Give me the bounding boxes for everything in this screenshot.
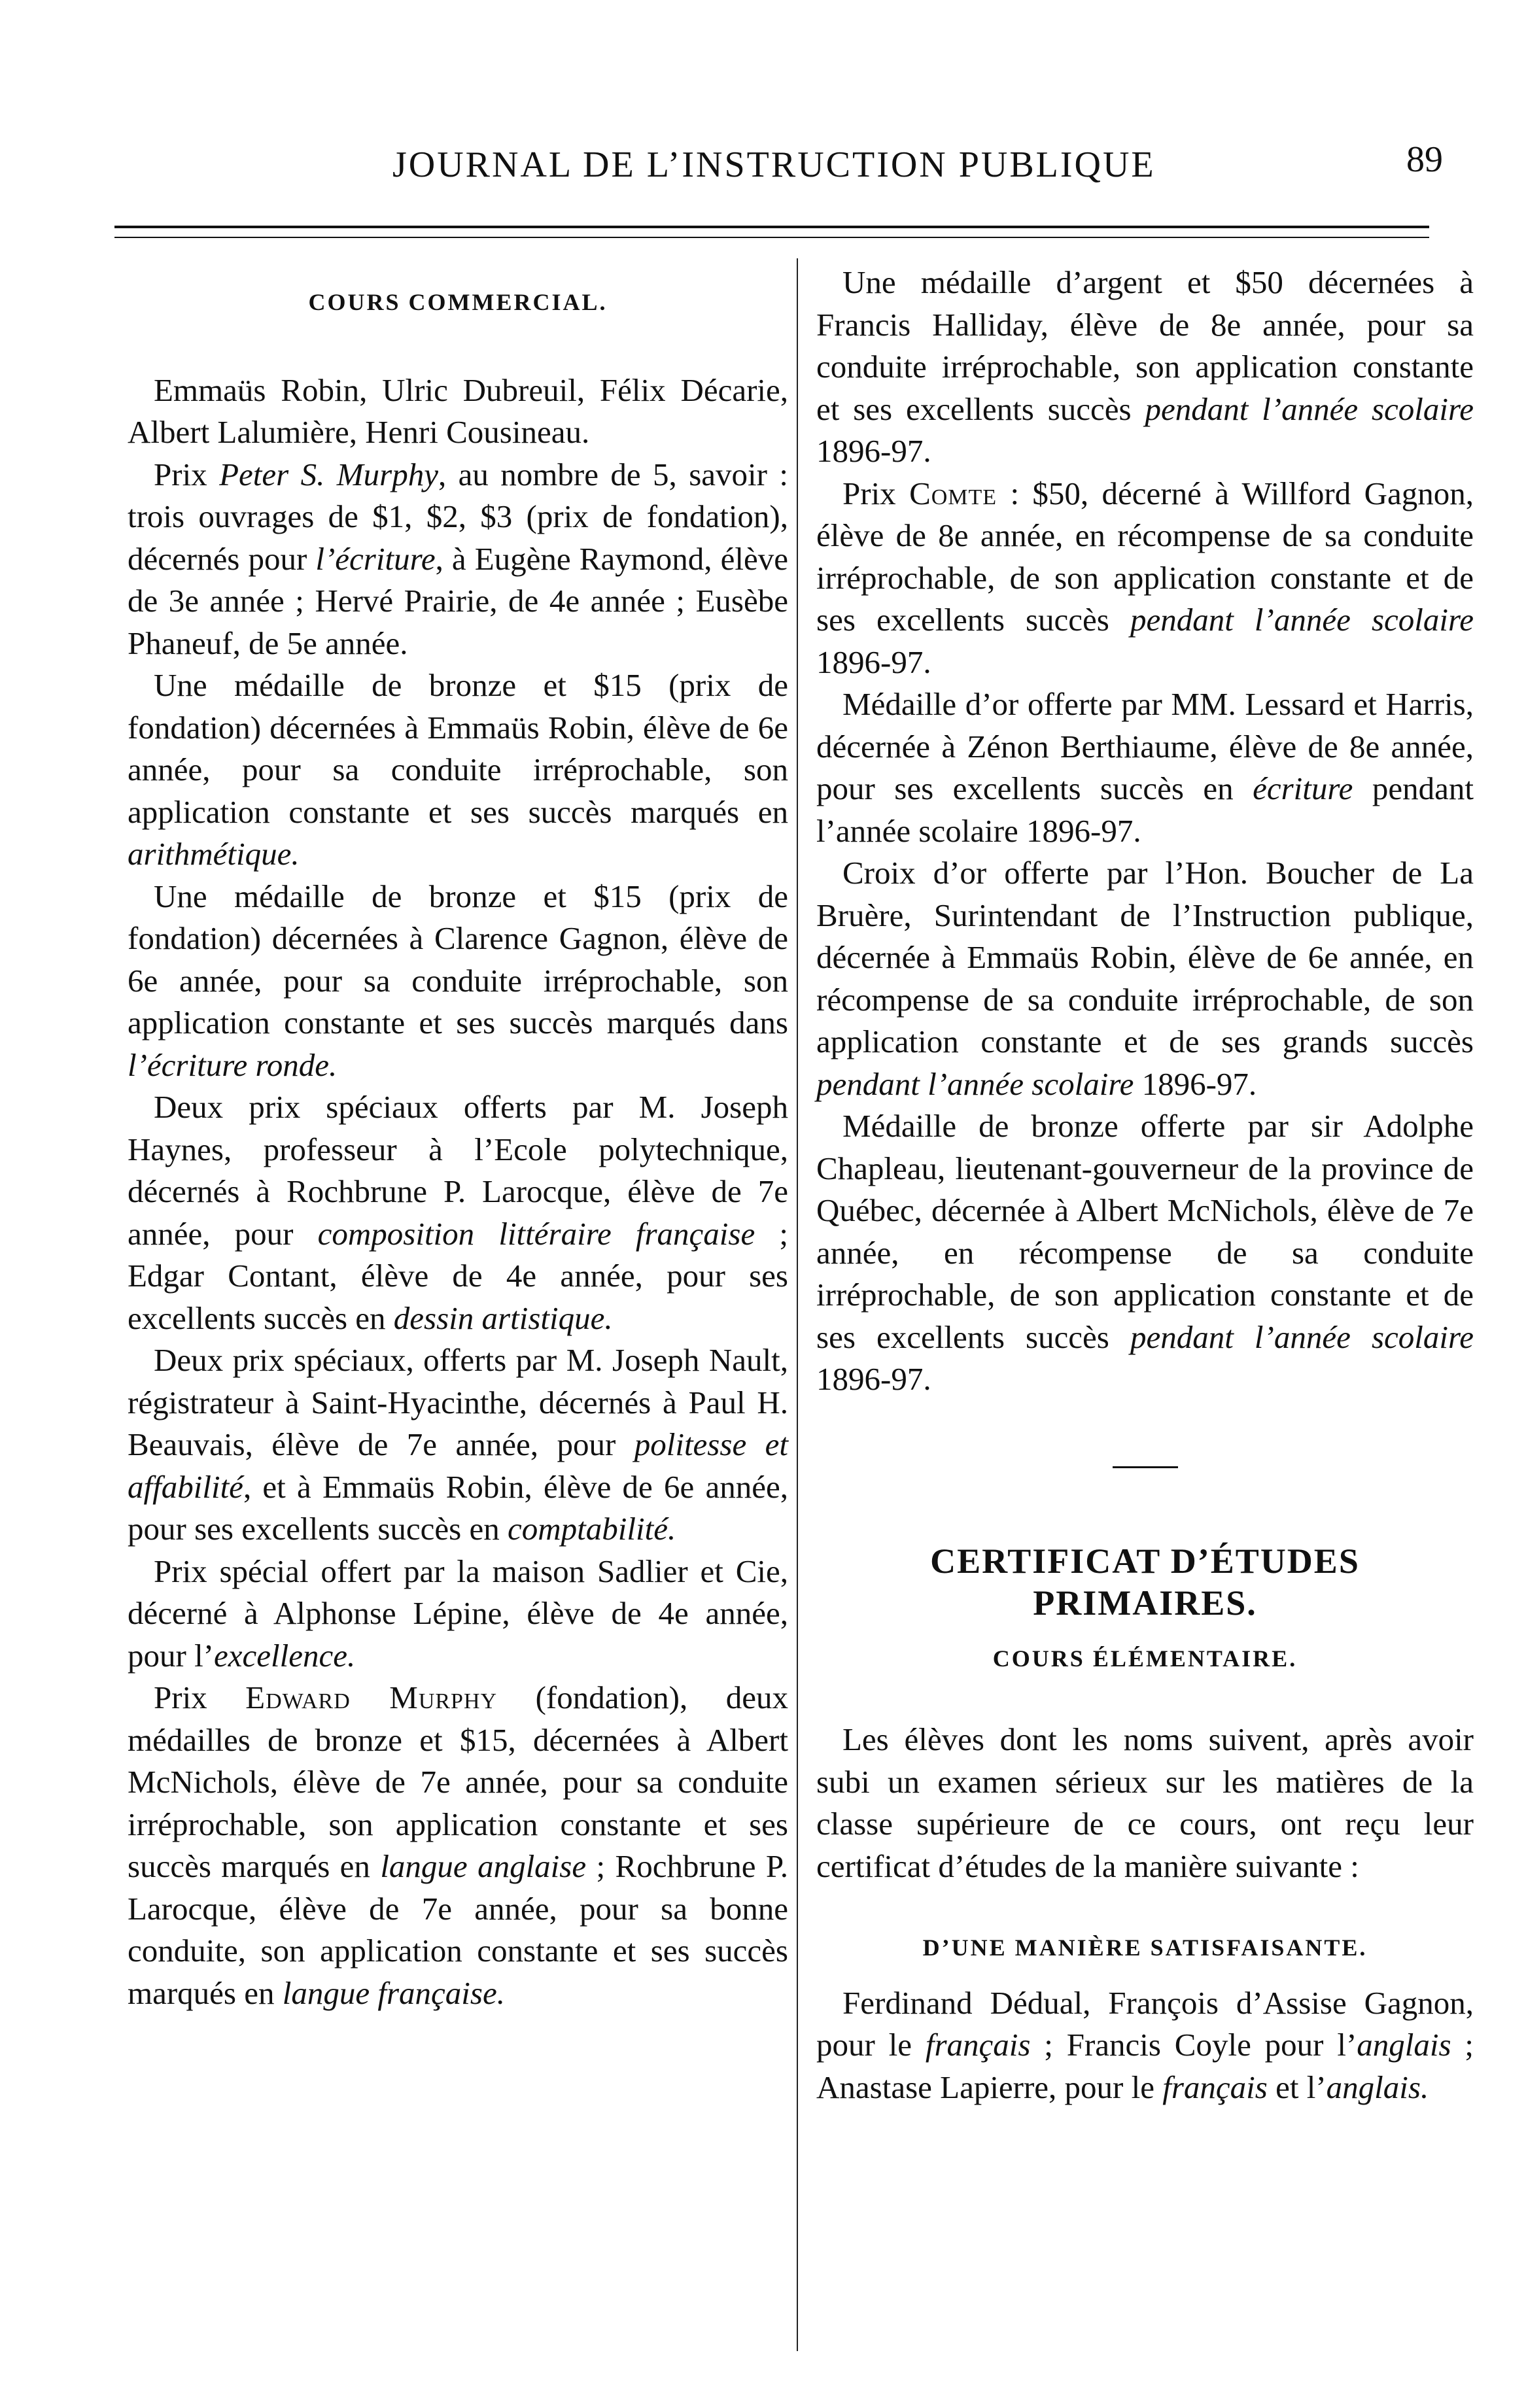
section-title-certificat: CERTIFICAT D’ÉTUDES PRIMAIRES. (930, 1541, 1360, 1623)
right-column (816, 262, 1474, 2108)
page-number: 89 (1406, 139, 1443, 180)
header-rule-thick (114, 226, 1429, 228)
section-heading-cours-commercial: COURS COMMERCIAL. (308, 289, 608, 315)
paragraph: Prix Edward Murphy (fondation), deux médailles de bronze et $15, décernées à Albert McNichols, élève de 7e année, pour sa conduite irréprochable, son application constante et ses succès marqués en langue anglaise ; Rochbrune P. Larocque, élève de 7e année, pour sa bonne conduite, son application constante et ses succès marqués en langue française. (128, 1679, 788, 2011)
paragraph: Ferdinand Dédual, François d’Assise Gagnon, pour le français ; Francis Coyle pour l’anglais ; Anastase Lapierre, pour le français et l’anglais. (816, 1984, 1474, 2105)
paragraph: Prix Peter S. Murphy, au nombre de 5, savoir : trois ouvrages de $1, $2, $3 (prix de fondation), décernés pour l’écriture, à Eugène Raymond, élève de 3e année ; Hervé Prairie, de 4e année ; Eusèbe Phaneuf, de 5e année. (128, 456, 789, 661)
paragraph: Une médaille de bronze et $15 (prix de fondation) décernées à Emmaüs Robin, élève de 6e année, pour sa conduite irréprochable, son application constante et ses succès marqués en arithmétique. (128, 667, 788, 872)
journal-title: JOURNAL DE L’INSTRUCTION PUBLIQUE (392, 145, 1156, 185)
paragraph: Deux prix spéciaux offerts par M. Joseph Haynes, professeur à l’Ecole polytechnique, décernés à Rochbrune P. Larocque, élève de 7e année, pour composition littéraire française ; Edgar Contant, élève de 4e année, pour ses excellents succès en dessin artistique. (128, 1089, 788, 1336)
paragraph: Prix Comte : $50, décerné à Willford Gagnon, élève de 8e année, en récompense de sa conduite irréprochable, de son application constante et de ses excellents succès pendant l’année scolaire 1896-97. (816, 475, 1474, 680)
paragraph: Médaille d’or offerte par MM. Lessard et Harris, décernée à Zénon Berthiaume, élève de 8e année, pour ses excellents succès en écriture pendant l’année scolaire 1896-97. (816, 686, 1474, 849)
column-divider (797, 258, 798, 2351)
section-separator (1113, 1466, 1178, 1468)
paragraph: Médaille de bronze offerte par sir Adolphe Chapleau, lieutenant-gouverneur de la province de Québec, décernée à Albert McNichols, élève de 7e année, en récompense de sa conduite irréprochable, de son application constante et de ses excellents succès pendant l’année scolaire 1896-97. (816, 1108, 1474, 1397)
paragraph: Prix spécial offert par la maison Sadlier et Cie, décerné à Alphonse Lépine, élève de 4e année, pour l’excellence. (128, 1553, 788, 1674)
paragraph: Deux prix spéciaux, offerts par M. Joseph Nault, régistrateur à Saint-Hyacinthe, décernés à Paul H. Beauvais, élève de 7e année, pour politesse et affabilité, et à Emmaüs Robin, élève de 6e année, pour ses excellents succès en comptabilité. (128, 1342, 789, 1547)
paragraph: Une médaille d’argent et $50 décernées à Francis Halliday, élève de 8e année, pour sa conduite irréprochable, son application constante et ses excellents succès pendant l’année scolaire 1896-97. (816, 264, 1474, 469)
paragraph: Les élèves dont les noms suivent, après avoir subi un examen sérieux sur les matières de la classe supérieure de ce cours, ont reçu leur certificat d’études de la manière suivante : (816, 1721, 1474, 1884)
paragraph: Une médaille de bronze et $15 (prix de fondation) décernées à Clarence Gagnon, élève de 6e année, pour sa conduite irréprochable, son application constante et ses succès marqués dans l’écriture ronde. (128, 878, 788, 1083)
subheading-cours-elementaire: COURS ÉLÉMENTAIRE. (992, 1645, 1298, 1672)
paragraph: Croix d’or offerte par l’Hon. Boucher de La Bruère, Surintendant de l’Instruction publique, décernée à Emmaüs Robin, élève de 6e année, en récompense de sa conduite irréprochable, de son application constante et de ses grands succès pendant l’année scolaire 1896-97. (816, 855, 1474, 1102)
paragraph: Emmaüs Robin, Ulric Dubreuil, Félix Décarie, Albert Lalumière, Henri Cousineau. (128, 371, 788, 450)
left-column (128, 262, 788, 2014)
subheading-maniere-satisfaisante: D’UNE MANIÈRE SATISFAISANTE. (922, 1935, 1368, 1961)
running-header (0, 139, 1526, 196)
header-rule-thin (114, 237, 1429, 238)
